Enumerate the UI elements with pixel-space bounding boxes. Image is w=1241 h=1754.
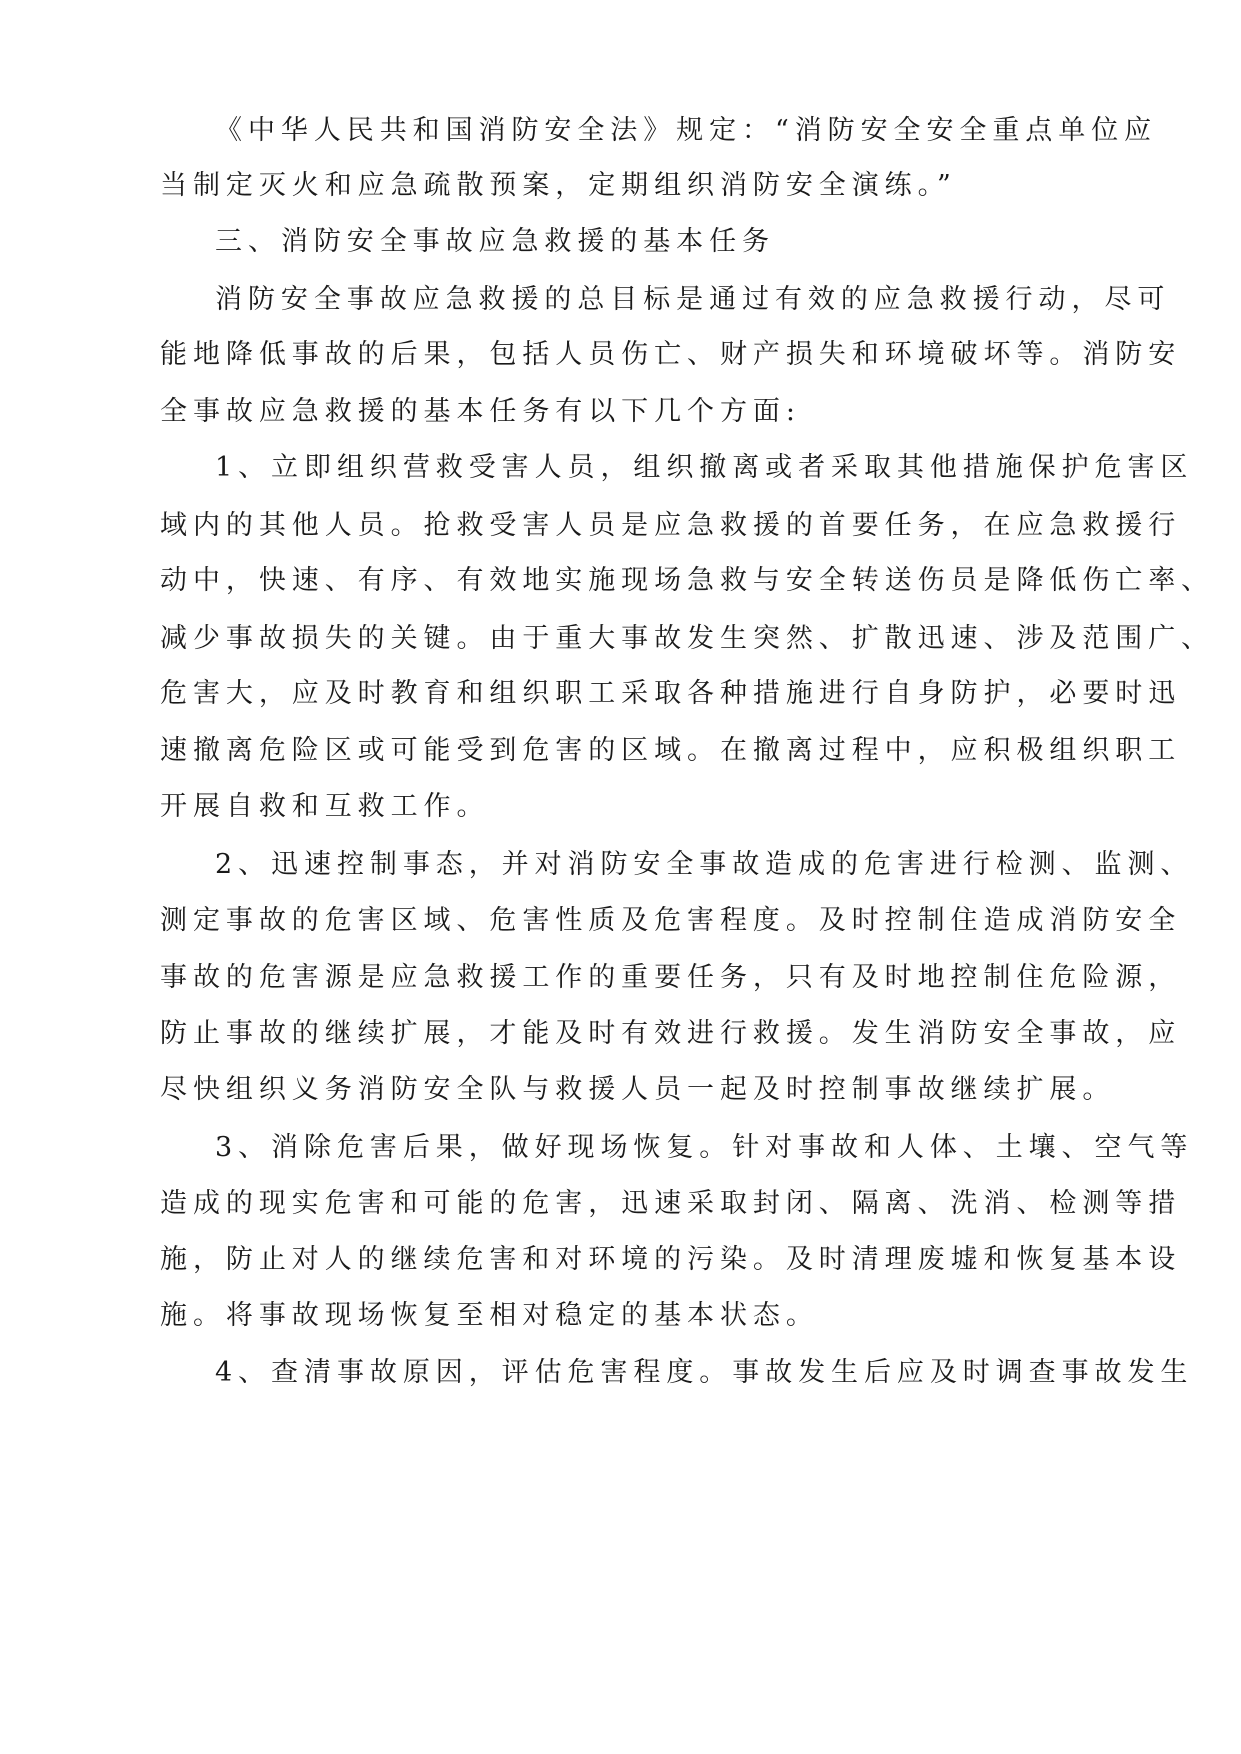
- paragraph-line: 全事故应急救援的基本任务有以下几个方面:: [160, 396, 801, 427]
- paragraph-line: 《中华人民共和国消防安全法》规定：“消防安全安全重点单位应: [215, 115, 1158, 146]
- section-heading: 三、消防安全事故应急救援的基本任务: [215, 226, 775, 257]
- paragraph-line: 危害大，应及时教育和组织职工采取各种措施进行自身防护，必要时迅: [160, 678, 1182, 709]
- paragraph-line: 当制定灭火和应急疏散预案，定期组织消防安全演练。”: [160, 170, 957, 201]
- paragraph-line: 能地降低事故的后果，包括人员伤亡、财产损失和环境破坏等。消防安: [160, 339, 1182, 370]
- paragraph-line: 施。将事故现场恢复至相对稳定的基本状态。: [160, 1300, 819, 1331]
- paragraph-line: 4、查清事故原因，评估危害程度。事故发生后应及时调查事故发生: [215, 1357, 1194, 1388]
- paragraph-line: 防止事故的继续扩展，才能及时有效进行救援。发生消防安全事故，应: [160, 1018, 1182, 1049]
- paragraph-line: 2、迅速控制事态，并对消防安全事故造成的危害进行检测、监测、: [215, 849, 1194, 880]
- paragraph-line: 3、消除危害后果，做好现场恢复。针对事故和人体、土壤、空气等: [215, 1132, 1194, 1163]
- paragraph-line: 1、立即组织营救受害人员，组织撤离或者采取其他措施保护危害区: [215, 452, 1194, 483]
- paragraph-line: 造成的现实危害和可能的危害，迅速采取封闭、隔离、洗消、检测等措: [160, 1188, 1182, 1219]
- paragraph-line: 减少事故损失的关键。由于重大事故发生突然、扩散迅速、涉及范围广、: [160, 623, 1215, 654]
- paragraph-line: 开展自救和互救工作。: [160, 791, 490, 822]
- paragraph-line: 施，防止对人的继续危害和对环境的污染。及时清理废墟和恢复基本设: [160, 1244, 1182, 1275]
- paragraph-line: 测定事故的危害区域、危害性质及危害程度。及时控制住造成消防安全: [160, 905, 1182, 936]
- paragraph-line: 域内的其他人员。抢救受害人员是应急救援的首要任务，在应急救援行: [160, 510, 1182, 541]
- paragraph-line: 消防安全事故应急救援的总目标是通过有效的应急救援行动，尽可: [215, 284, 1171, 315]
- paragraph-line: 事故的危害源是应急救援工作的重要任务，只有及时地控制住危险源，: [160, 962, 1182, 993]
- paragraph-line: 动中，快速、有序、有效地实施现场急救与安全转送伤员是降低伤亡率、: [160, 565, 1215, 596]
- paragraph-line: 尽快组织义务消防安全队与救援人员一起及时控制事故继续扩展。: [160, 1074, 1116, 1105]
- paragraph-line: 速撤离危险区或可能受到危害的区域。在撤离过程中，应积极组织职工: [160, 735, 1182, 766]
